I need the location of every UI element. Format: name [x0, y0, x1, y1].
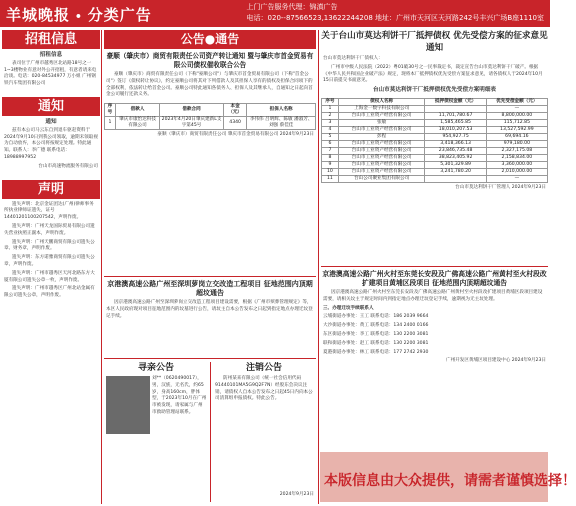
statement-title: 声明 [2, 180, 100, 199]
right-column [321, 30, 548, 450]
table-cell: 台山市工业资产经营有限公司 [338, 112, 425, 119]
table-cell: 台山市工业资产经营有限公司 [338, 147, 425, 154]
statement-item: 遗失声明：广州市越秀区广州北站金属有限公司遗失公章，声明作废。 [4, 286, 95, 299]
table-cell: 台山市工业资产经营有限公司 [338, 168, 425, 175]
table-cell: 1 [322, 105, 339, 112]
table-cell: 3 [322, 119, 339, 126]
statement-list [2, 199, 100, 305]
contact-item: 云埔街道办事处：王工 联系电话：186 2039 9664 [323, 314, 429, 320]
table-cell: 肇庆市康怡达科技有限公司 [115, 117, 159, 130]
table-cell: 李伟伟 吕明辉、陈敏 潘淑芳、刘强 蔡佳佳 [247, 117, 316, 130]
header-contact: 上门广告服务代理：锦滇广告 电话：020--87566523,13622244208 地址：广州市天河区天河路242号丰兴广场B座1110室 [246, 3, 544, 22]
recruit-body: 表司位于广州市越秀区北站路18号之一1~3楼物业有意对外公开招租，有意者请来电洽谈。电话：020-84534977 万小姐 广州钢铁汽车集团有限公司 [4, 60, 97, 87]
cancel-notice-body: 防州某来有限公司（统一社会信用代码 91440101MA5G9Q2F7N）经股东会决议注销，请债权人自本公告发布之日起45日内向本公司清算组申报债权。特此公告。 [215, 376, 313, 402]
table-cell: 18,010,207.53 [425, 126, 486, 133]
table-cell: 台山市工业资产经营有限公司 [338, 140, 425, 147]
middle-column [104, 30, 316, 504]
table-cell: 5,301,329.89 [425, 161, 486, 168]
table-cell [425, 105, 486, 112]
table-cell: 9 [322, 161, 339, 168]
table-cell: 8,800,000.00 [486, 112, 547, 119]
table-cell: 38,823,405.92 [425, 154, 486, 161]
table-cell: 8 [322, 154, 339, 161]
column-divider [101, 30, 102, 504]
table-row [105, 117, 316, 130]
table-cell: 3,418,366.13 [425, 140, 486, 147]
table-header-row [105, 104, 316, 117]
statement-item: 遗失声明：广州天鹏商贸有限公司遗失公章、财务章，声明作废。 [4, 239, 95, 252]
table-cell: 4340 [223, 117, 246, 130]
statement-item: 遗失声明：广州市越秀区天河北路东方大厦有限公司遗失公章一枚，声明作废。 [4, 270, 95, 283]
table-cell: 台山市工业资产经营有限公司 [338, 126, 425, 133]
grave-notice-body: 因京港澳高速公路广州至深圳萝岗立交改造工程项目建设需要，根据《广州市殡葬管理规定》等，本区人民政府现对项目征地范围内的坟墓进行公告，请坟主自本公告发布之日起到指定地点办理迁坟登记手续。 [106, 300, 313, 319]
table-header-cell: 序号 [105, 104, 116, 117]
table-row [322, 140, 548, 147]
table-row [322, 119, 548, 126]
newspaper-logo: 羊城晚报 • 分类广告 [6, 6, 152, 24]
table-header-row [322, 98, 548, 105]
announcement-body: 豪顺（肇庆市）商贸有限责任公司（下称"豪顺公司"）与肇庆市首金贸易有限公司（下称"首金公司"）签订《债权转让协议》，约定豪顺公司将其对下列借款人及其担保人享有的债权及担保合同项下的全部权利，依法转让给首金公司。豪顺公司特此通知各债务人、担保人及其继承人，自通知之日起向首金公司履行还款义务。 [106, 72, 313, 98]
table-cell: — [486, 175, 547, 182]
table-cell: — [486, 105, 547, 112]
table-cell: 台山公司聚业集团有限公司 [338, 175, 425, 182]
table-row [322, 105, 548, 112]
table-header-cell: 本金（元） [223, 104, 246, 117]
table-cell [425, 175, 486, 182]
table-cell: 台山市工业资产经营有限公司 [338, 154, 425, 161]
right-table-caption: 台山市莫达利饼干厂抵押债权优先受偿方案明细表 [372, 87, 497, 94]
table-row [322, 147, 548, 154]
table-row [322, 154, 548, 161]
cancel-notice-title: 注销公告 [245, 363, 282, 373]
table-cell: 69,694.16 [486, 133, 547, 140]
right-greeting: 台山市莫达利饼干厂债权人： [323, 56, 383, 61]
table-header-cell: 担保人名称 [247, 104, 316, 117]
table-cell: 上海金一数字科技有限公司 [338, 105, 425, 112]
middle-date: 2024年9月23日 [279, 492, 314, 497]
table-cell: 1 [105, 117, 116, 130]
table-row [322, 175, 548, 182]
table-cell: 6 [322, 140, 339, 147]
recruit-title: 招租信息 [2, 30, 100, 49]
table-cell: 3,241,780.20 [425, 168, 486, 175]
grave-notice-title: 京港澳高速公路广州至深圳萝岗立交改造工程项目 征地范围内顶期超坟通告 [107, 280, 313, 297]
column-divider [210, 362, 211, 502]
table-cell: 2,327,175.08 [486, 147, 547, 154]
statement-item: 遗失声明：北京金证团达(广州)律师事务所执业律师证遗失，证号14401201100207542，声明作废。 [4, 201, 94, 221]
table-cell: 张敏 [338, 119, 425, 126]
table-header-cell: 优先受偿金额（元） [486, 98, 547, 105]
table-cell: 10 [322, 168, 339, 175]
section-divider [321, 266, 548, 267]
right-grave-notice-title: 京港澳高速公路广州火村至东莞长安段及广佛高速公路广州黄村至火村段改扩建项目黄埔区段项目 征地范围内顶期超坟通告 [322, 270, 547, 287]
footer-banner [320, 452, 576, 502]
table-cell: 2,158,834.00 [486, 154, 547, 161]
page-header [0, 0, 550, 27]
contact-list [323, 314, 546, 356]
contact-item: 夏港街道办事处：林工 联系电话：177 2742 2930 [323, 349, 429, 355]
table-row [322, 126, 548, 133]
right-grave-sign: 广州开发区黄埔区项目建设中心 2024年9月23日 [445, 358, 546, 364]
contact-item: 联和街道办事处：赵工 联系电话：130 2200 3081 [323, 340, 429, 346]
table-cell: 13,527,592.99 [486, 126, 547, 133]
claims-table [321, 98, 548, 183]
table-cell: 2,010,000.00 [486, 168, 547, 175]
table-row [322, 168, 548, 175]
table-cell: 台山市工业资产经营有限公司 [338, 161, 425, 168]
table-cell: 23,846,735.48 [425, 147, 486, 154]
table-cell: 2 [322, 112, 339, 119]
contact-item: 东区街道办事处：李工 联系电话：130 2200 3081 [323, 331, 429, 337]
table-cell: 979,180.00 [486, 140, 547, 147]
announcement-section-title: 公告●通告 [104, 30, 316, 49]
table-cell: 7 [322, 147, 339, 154]
contact-item: 大沙街道办事处：黄工 联系电话：134 2400 0166 [323, 323, 429, 329]
right-notice-title: 关于台山市莫达利饼干厂抵押债权 优先受偿方案的征求意见通知 [321, 31, 548, 53]
table-header-cell: 序号 [322, 98, 339, 105]
table-row [322, 112, 548, 119]
table-cell: 11 [322, 175, 339, 182]
table-cell: 954,927.75 [425, 133, 486, 140]
right-notice-sign: 台山市莫达利饼干厂管理人 2024年9月23日 [455, 184, 546, 190]
table-cell: 1,585,465.85 [425, 119, 486, 126]
announcement-title: 豪顺（肇庆市）商贸有限责任公司资产转让通知 暨与肇庆市首金贸易有限公司债权催收联合公告 [106, 52, 314, 69]
table-row [322, 133, 548, 140]
contact-heading: 三、办理迁坟手续联系人 [323, 305, 374, 311]
table-header-cell: 抵押债权金额（元） [425, 98, 486, 105]
table-cell: 2023年4月20日肇庆建新L支字第45号 [161, 117, 222, 129]
section-divider [104, 358, 316, 359]
missing-person-photo [106, 376, 150, 434]
right-notice-body: 广州市中级人民法院（2022）粤01破30号之一民事裁定书，裁定宣告台山市莫达利饼干厂破产。根据《中华人民共和国企业破产法》规定，现将本厂抵押债权优先受偿方案征求意见，请各债权人于2024年10月15日前提交书面意见。 [323, 64, 543, 84]
debt-table [104, 103, 316, 130]
section-divider [104, 276, 316, 277]
table-cell: 4 [322, 126, 339, 133]
table-header-cell: 借款合同 [160, 104, 224, 117]
table-cell: 11,701,780.67 [425, 112, 486, 119]
table-header-cell: 借款人 [115, 104, 159, 117]
right-grave-notice-body: 因京港澳高速公路广州火村至东莞长安段及广佛高速公路广州黄村至火村段改扩建项目黄埔区段项目建设需要，请相关坟主于规定时间内到指定地点办理迁坟登记手续，逾期视为无主坟处理。 [323, 290, 543, 302]
footer-text: 本版信息由大众提供，请需者谨慎选择！ [324, 473, 576, 489]
column-divider [318, 30, 319, 504]
missing-person-body: 刘**（0620490017），男，汉族，无名氏，约65岁，身高160cm，胖体型，于2023年10月在广州市被发现，请家属与广州市救助管理站联系。 [152, 376, 207, 415]
notice-title: 通知 [2, 97, 100, 116]
table-cell: 3,360,000.00 [486, 161, 547, 168]
missing-person-title: 寻亲公告 [137, 363, 174, 373]
announcement-sign: 豪顺（肇庆市）商贸有限责任公司 肇庆市首金贸易有限公司 2024年9月23日 [157, 132, 314, 138]
notice-sign: 台山市高速物流服务有限公司 [38, 163, 98, 169]
table-row [322, 161, 548, 168]
table-cell: 5 [322, 133, 339, 140]
table-header-cell: 债权人名称 [338, 98, 425, 105]
left-column: 招租信息 招租信息 表司位于广州市越秀区北站路18号之一1~3楼物业有意对外公开招租，有意者请来电洽谈。电话：020-84534977 万小姐 广州钢铁汽车集团有限公司 通知 通知 兹有本公司马云东自到退车驱赶资料于2024年9月10日到我公司领取，逾期未领取视为自动放弃，本公司将按规定处理。特此通知。联系人：李广德 联系电话：18988997952 台山市高速物流服务有限公司 声明 遗失声明：北京金证团达(广州)律师事务所执业律师证遗失，证号14401201100207542，声明作废。 遗失声明：广州天龙国际贸易有限公司遗失营业执照正副本，声明作废。 遗失声明：广州天鹏商贸有限公司遗失公章、财务章，声明作废。 遗失声明：东方诺雅商贸有限公司遗失公章，声明作废。 遗失声明：广州市越秀区天河北路东方大厦有限公司遗失公章一枚，声明作废。 遗失声明：广州市越秀区广州北站金属有限公司遗失公章，声明作废。 [2, 30, 100, 504]
table-cell: 115,712.85 [486, 119, 547, 126]
statement-item: 遗失声明：东方诺雅商贸有限公司遗失公章，声明作废。 [4, 255, 95, 267]
statement-item: 遗失声明：广州天龙国际贸易有限公司遗失营业执照正副本，声明作废。 [4, 223, 95, 236]
notice-body: 兹有本公司马云东自到退车驱赶资料于2024年9月10日到我公司领取，逾期未领取视为自动放弃，本公司将按规定处理。特此通知。联系人：李广德 联系电话：18988997952 [4, 127, 98, 160]
table-cell: 彭程 [338, 133, 425, 140]
